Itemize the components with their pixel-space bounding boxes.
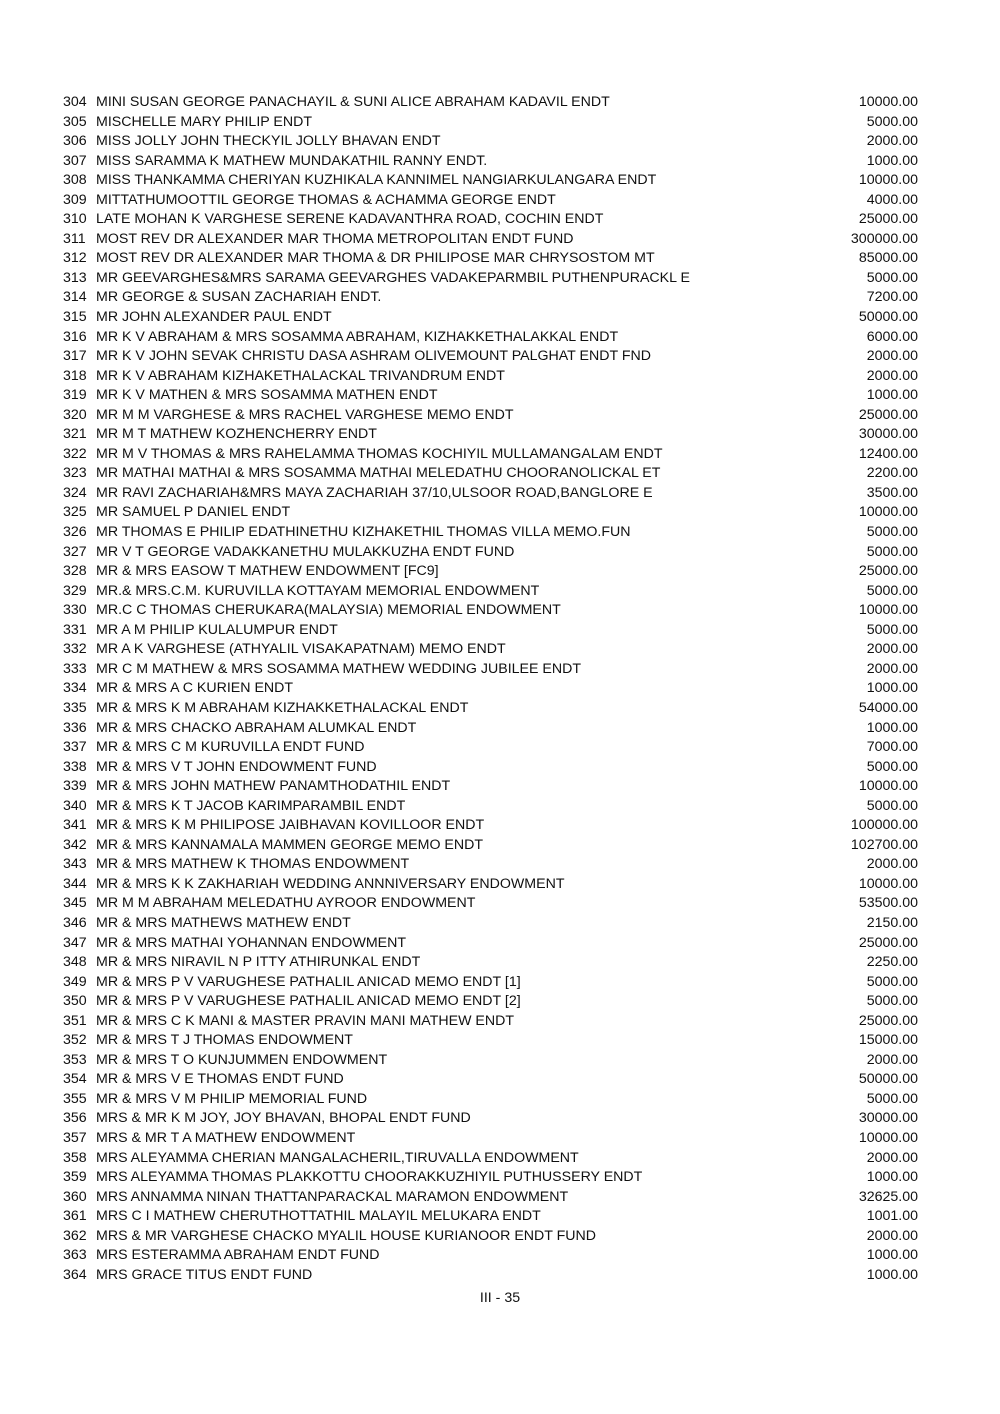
row-number: 314 (63, 289, 87, 306)
endowment-amount: 2000.00 (866, 660, 918, 677)
endowment-amount: 6000.00 (866, 328, 918, 345)
row-number: 322 (63, 445, 87, 462)
endowment-name: MR & MRS V M PHILIP MEMORIAL FUND (96, 1090, 368, 1107)
endowment-name: MR & MRS JOHN MATHEW PANAMTHODATHIL ENDT (96, 778, 451, 795)
endowment-name: MR & MRS KANNAMALA MAMMEN GEORGE MEMO ENDT (96, 836, 484, 853)
endowment-list (63, 93, 918, 1285)
endowment-name: MRS GRACE TITUS ENDT FUND (96, 1266, 313, 1283)
row-number: 341 (63, 817, 87, 834)
table-row (63, 543, 918, 563)
endowment-name: MR RAVI ZACHARIAH&MRS MAYA ZACHARIAH 37/10,ULSOOR ROAD,BANGLORE E (96, 484, 653, 501)
endowment-amount: 10000.00 (858, 778, 918, 795)
table-row (63, 1031, 918, 1051)
table-row (63, 1109, 918, 1129)
table-row (63, 406, 918, 426)
endowment-amount: 10000.00 (858, 172, 918, 189)
endowment-amount: 7000.00 (866, 739, 918, 756)
table-row (63, 621, 918, 641)
endowment-amount: 25000.00 (858, 563, 918, 580)
endowment-name: MR K V JOHN SEVAK CHRISTU DASA ASHRAM OLIVEMOUNT PALGHAT ENDT FND (96, 348, 651, 365)
endowment-amount: 50000.00 (858, 1071, 918, 1088)
endowment-name: MOST REV DR ALEXANDER MAR THOMA & DR PHILIPOSE MAR CHRYSOSTOM MT (96, 250, 655, 267)
endowment-name: MR & MRS CHACKO ABRAHAM ALUMKAL ENDT (96, 719, 417, 736)
table-row (63, 1070, 918, 1090)
row-number: 337 (63, 739, 87, 756)
row-number: 305 (63, 113, 87, 130)
row-number: 333 (63, 660, 87, 677)
endowment-amount: 2000.00 (866, 856, 918, 873)
table-row (63, 1207, 918, 1227)
row-number: 323 (63, 465, 87, 482)
row-number: 307 (63, 152, 87, 169)
endowment-amount: 5000.00 (866, 973, 918, 990)
endowment-amount: 15000.00 (858, 1032, 918, 1049)
table-row (63, 992, 918, 1012)
endowment-amount: 5000.00 (866, 621, 918, 638)
endowment-name: MR & MRS V E THOMAS ENDT FUND (96, 1071, 344, 1088)
endowment-amount: 2000.00 (866, 133, 918, 150)
table-row (63, 1168, 918, 1188)
row-number: 352 (63, 1032, 87, 1049)
row-number: 336 (63, 719, 87, 736)
table-row (63, 699, 918, 719)
endowment-name: MR.& MRS.C.M. KURUVILLA KOTTAYAM MEMORIAL ENDOWMENT (96, 582, 540, 599)
row-number: 342 (63, 836, 87, 853)
endowment-name: MR & MRS C K MANI & MASTER PRAVIN MANI MATHEW ENDT (96, 1012, 515, 1029)
endowment-name: MR M M ABRAHAM MELEDATHU AYROOR ENDOWMENT (96, 895, 476, 912)
row-number: 330 (63, 602, 87, 619)
row-number: 345 (63, 895, 87, 912)
endowment-name: MR K V ABRAHAM KIZHAKETHALACKAL TRIVANDRUM ENDT (96, 367, 505, 384)
endowment-name: MRS ESTERAMMA ABRAHAM ENDT FUND (96, 1247, 380, 1264)
endowment-name: MR & MRS MATHAI YOHANNAN ENDOWMENT (96, 934, 407, 951)
table-row (63, 308, 918, 328)
table-row (63, 464, 918, 484)
endowment-name: MR & MRS NIRAVIL N P ITTY ATHIRUNKAL ENDT (96, 954, 421, 971)
endowment-name: MR THOMAS E PHILIP EDATHINETHU KIZHAKETHIL THOMAS VILLA MEMO.FUN (96, 524, 631, 541)
page-number: III - 35 (479, 1290, 521, 1306)
row-number: 313 (63, 269, 87, 286)
row-number: 334 (63, 680, 87, 697)
row-number: 332 (63, 641, 87, 658)
table-row (63, 191, 918, 211)
table-row (63, 582, 918, 602)
table-row (63, 973, 918, 993)
table-row (63, 934, 918, 954)
endowment-amount: 12400.00 (858, 445, 918, 462)
table-row (63, 836, 918, 856)
endowment-name: MISS THANKAMMA CHERIYAN KUZHIKALA KANNIMEL NANGIARKULANGARA ENDT (96, 172, 657, 189)
row-number: 364 (63, 1266, 87, 1283)
endowment-amount: 1001.00 (866, 1208, 918, 1225)
table-row (63, 816, 918, 836)
table-row (63, 679, 918, 699)
endowment-name: MR & MRS T J THOMAS ENDOWMENT (96, 1032, 353, 1049)
endowment-name: MR & MRS K M PHILIPOSE JAIBHAVAN KOVILLOOR ENDT (96, 817, 485, 834)
table-row (63, 269, 918, 289)
endowment-name: MR & MRS K K ZAKHARIAH WEDDING ANNNIVERSARY ENDOWMENT (96, 875, 565, 892)
row-number: 331 (63, 621, 87, 638)
row-number: 325 (63, 504, 87, 521)
endowment-amount: 30000.00 (858, 1110, 918, 1127)
table-row (63, 93, 918, 113)
table-row (63, 719, 918, 739)
endowment-name: MISCHELLE MARY PHILIP ENDT (96, 113, 313, 130)
row-number: 357 (63, 1129, 87, 1146)
endowment-amount: 5000.00 (866, 993, 918, 1010)
endowment-name: MR & MRS C M KURUVILLA ENDT FUND (96, 739, 365, 756)
endowment-name: MINI SUSAN GEORGE PANACHAYIL & SUNI ALICE ABRAHAM KADAVIL ENDT (96, 94, 610, 110)
endowment-name: MR & MRS P V VARUGHESE PATHALIL ANICAD MEMO ENDT [2] (96, 993, 521, 1010)
endowment-name: MRS & MR VARGHESE CHACKO MYALIL HOUSE KURIANOOR ENDT FUND (96, 1227, 597, 1244)
row-number: 355 (63, 1090, 87, 1107)
endowment-name: MR & MRS K T JACOB KARIMPARAMBIL ENDT (96, 797, 406, 814)
table-row (63, 230, 918, 250)
endowment-name: MR SAMUEL P DANIEL ENDT (96, 504, 291, 521)
table-row (63, 210, 918, 230)
endowment-amount: 2000.00 (866, 641, 918, 658)
table-row (63, 347, 918, 367)
endowment-amount: 25000.00 (858, 1012, 918, 1029)
endowment-name: MR M M VARGHESE & MRS RACHEL VARGHESE MEMO ENDT (96, 406, 514, 423)
endowment-amount: 5000.00 (866, 1090, 918, 1107)
endowment-name: MISS JOLLY JOHN THECKYIL JOLLY BHAVAN ENDT (96, 133, 441, 150)
table-row (63, 113, 918, 133)
endowment-amount: 25000.00 (858, 934, 918, 951)
row-number: 319 (63, 387, 87, 404)
endowment-amount: 2000.00 (866, 1149, 918, 1166)
table-row (63, 1227, 918, 1247)
row-number: 312 (63, 250, 87, 267)
endowment-name: MRS ALEYAMMA CHERIAN MANGALACHERIL,TIRUVALLA ENDOWMENT (96, 1149, 579, 1166)
row-number: 304 (63, 94, 87, 110)
endowment-amount: 102700.00 (850, 836, 918, 853)
endowment-amount: 5000.00 (866, 113, 918, 130)
endowment-amount: 5000.00 (866, 758, 918, 775)
row-number: 324 (63, 484, 87, 501)
endowment-name: MR & MRS MATHEWS MATHEW ENDT (96, 914, 351, 931)
row-number: 343 (63, 856, 87, 873)
endowment-amount: 10000.00 (858, 875, 918, 892)
table-row (63, 328, 918, 348)
row-number: 362 (63, 1227, 87, 1244)
endowment-amount: 5000.00 (866, 269, 918, 286)
row-number: 356 (63, 1110, 87, 1127)
endowment-name: MRS ANNAMMA NINAN THATTANPARACKAL MARAMON ENDOWMENT (96, 1188, 569, 1205)
table-row (63, 1188, 918, 1208)
endowment-amount: 2000.00 (866, 1051, 918, 1068)
row-number: 311 (63, 230, 86, 247)
endowment-amount: 32625.00 (858, 1188, 918, 1205)
endowment-amount: 5000.00 (866, 524, 918, 541)
table-row (63, 562, 918, 582)
endowment-amount: 1000.00 (866, 1169, 918, 1186)
row-number: 318 (63, 367, 87, 384)
table-row (63, 288, 918, 308)
row-number: 340 (63, 797, 87, 814)
row-number: 351 (63, 1012, 87, 1029)
endowment-amount: 10000.00 (858, 1129, 918, 1146)
endowment-amount: 2000.00 (866, 348, 918, 365)
table-row (63, 171, 918, 191)
endowment-amount: 2150.00 (866, 914, 918, 931)
endowment-amount: 4000.00 (866, 191, 918, 208)
endowment-amount: 25000.00 (858, 211, 918, 228)
table-row (63, 797, 918, 817)
endowment-name: MISS SARAMMA K MATHEW MUNDAKATHIL RANNY ENDT. (96, 152, 488, 169)
endowment-amount: 1000.00 (866, 680, 918, 697)
endowment-amount: 5000.00 (866, 797, 918, 814)
table-row (63, 132, 918, 152)
table-row (63, 601, 918, 621)
row-number: 315 (63, 309, 87, 326)
endowment-name: MR GEORGE & SUSAN ZACHARIAH ENDT. (96, 289, 382, 306)
endowment-amount: 2000.00 (866, 1227, 918, 1244)
endowment-amount: 10000.00 (858, 602, 918, 619)
table-row (63, 894, 918, 914)
row-number: 316 (63, 328, 87, 345)
endowment-name: MR & MRS T O KUNJUMMEN ENDOWMENT (96, 1051, 388, 1068)
table-row (63, 386, 918, 406)
endowment-name: MR MATHAI MATHAI & MRS SOSAMMA MATHAI MELEDATHU CHOORANOLICKAL ET (96, 465, 661, 482)
endowment-amount: 3500.00 (866, 484, 918, 501)
endowment-amount: 85000.00 (858, 250, 918, 267)
table-row (63, 855, 918, 875)
endowment-name: MRS & MR K M JOY, JOY BHAVAN, BHOPAL ENDT FUND (96, 1110, 471, 1127)
row-number: 321 (63, 426, 87, 443)
endowment-name: MRS C I MATHEW CHERUTHOTTATHIL MALAYIL MELUKARA ENDT (96, 1208, 541, 1225)
row-number: 328 (63, 563, 87, 580)
endowment-amount: 30000.00 (858, 426, 918, 443)
row-number: 320 (63, 406, 87, 423)
endowment-amount: 50000.00 (858, 309, 918, 326)
endowment-name: MR C M MATHEW & MRS SOSAMMA MATHEW WEDDING JUBILEE ENDT (96, 660, 582, 677)
endowment-name: MR & MRS P V VARUGHESE PATHALIL ANICAD MEMO ENDT [1] (96, 973, 521, 990)
table-row (63, 1266, 918, 1286)
table-row (63, 640, 918, 660)
table-row (63, 1129, 918, 1149)
endowment-amount: 1000.00 (866, 719, 918, 736)
row-number: 349 (63, 973, 87, 990)
row-number: 335 (63, 699, 87, 716)
row-number: 361 (63, 1208, 87, 1225)
endowment-amount: 2250.00 (866, 954, 918, 971)
endowment-amount: 7200.00 (866, 289, 918, 306)
table-row (63, 875, 918, 895)
table-row (63, 1051, 918, 1071)
row-number: 338 (63, 758, 87, 775)
endowment-name: MR A M PHILIP KULALUMPUR ENDT (96, 621, 338, 638)
endowment-name: MR & MRS MATHEW K THOMAS ENDOWMENT (96, 856, 410, 873)
endowment-name: MR GEEVARGHES&MRS SARAMA GEEVARGHES VADAKEPARMBIL PUTHENPURACKL E (96, 269, 690, 286)
endowment-amount: 2000.00 (866, 367, 918, 384)
table-row (63, 249, 918, 269)
endowment-amount: 300000.00 (850, 230, 918, 247)
endowment-name: MRS ALEYAMMA THOMAS PLAKKOTTU CHOORAKKUZHIYIL PUTHUSSERY ENDT (96, 1169, 643, 1186)
endowment-name: MRS & MR T A MATHEW ENDOWMENT (96, 1129, 356, 1146)
endowment-amount: 10000.00 (858, 94, 918, 110)
table-row (63, 523, 918, 543)
table-row (63, 484, 918, 504)
endowment-amount: 1000.00 (866, 1247, 918, 1264)
endowment-name: MR & MRS V T JOHN ENDOWMENT FUND (96, 758, 377, 775)
row-number: 329 (63, 582, 87, 599)
table-row (63, 503, 918, 523)
table-row (63, 425, 918, 445)
table-row (63, 777, 918, 797)
table-row (63, 738, 918, 758)
endowment-name: MR.C C THOMAS CHERUKARA(MALAYSIA) MEMORIAL ENDOWMENT (96, 602, 561, 619)
row-number: 309 (63, 191, 87, 208)
table-row (63, 1246, 918, 1266)
endowment-amount: 5000.00 (866, 582, 918, 599)
table-row (63, 445, 918, 465)
row-number: 344 (63, 875, 87, 892)
endowment-amount: 54000.00 (858, 699, 918, 716)
row-number: 353 (63, 1051, 87, 1068)
endowment-amount: 10000.00 (858, 504, 918, 521)
row-number: 310 (63, 211, 87, 228)
endowment-amount: 25000.00 (858, 406, 918, 423)
row-number: 327 (63, 543, 87, 560)
table-row (63, 152, 918, 172)
table-row (63, 914, 918, 934)
row-number: 358 (63, 1149, 87, 1166)
row-number: 348 (63, 954, 87, 971)
row-number: 339 (63, 778, 87, 795)
table-row (63, 953, 918, 973)
endowment-name: MR & MRS K M ABRAHAM KIZHAKKETHALACKAL ENDT (96, 699, 469, 716)
table-row (63, 1012, 918, 1032)
endowment-amount: 1000.00 (866, 1266, 918, 1283)
endowment-name: MR A K VARGHESE (ATHYALIL VISAKAPATNAM) MEMO ENDT (96, 641, 506, 658)
row-number: 359 (63, 1169, 87, 1186)
endowment-amount: 53500.00 (858, 895, 918, 912)
row-number: 317 (63, 348, 87, 365)
endowment-name: MR K V MATHEN & MRS SOSAMMA MATHEN ENDT (96, 387, 438, 404)
row-number: 326 (63, 524, 87, 541)
row-number: 354 (63, 1071, 87, 1088)
row-number: 346 (63, 914, 87, 931)
endowment-name: MR JOHN ALEXANDER PAUL ENDT (96, 309, 332, 326)
endowment-name: LATE MOHAN K VARGHESE SERENE KADAVANTHRA ROAD, COCHIN ENDT (96, 211, 604, 228)
row-number: 308 (63, 172, 87, 189)
row-number: 360 (63, 1188, 87, 1205)
endowment-name: MR M V THOMAS & MRS RAHELAMMA THOMAS KOCHIYIL MULLAMANGALAM ENDT (96, 445, 663, 462)
endowment-amount: 5000.00 (866, 543, 918, 560)
endowment-amount: 1000.00 (866, 387, 918, 404)
row-number: 347 (63, 934, 87, 951)
row-number: 306 (63, 133, 87, 150)
table-row (63, 1149, 918, 1169)
endowment-name: MR & MRS A C KURIEN ENDT (96, 680, 294, 697)
endowment-name: MOST REV DR ALEXANDER MAR THOMA METROPOLITAN ENDT FUND (96, 230, 574, 247)
row-number: 363 (63, 1247, 87, 1264)
table-row (63, 1090, 918, 1110)
table-row (63, 367, 918, 387)
endowment-name: MR & MRS EASOW T MATHEW ENDOWMENT [FC9] (96, 563, 439, 580)
endowment-name: MR V T GEORGE VADAKKANETHU MULAKKUZHA ENDT FUND (96, 543, 515, 560)
table-row (63, 660, 918, 680)
endowment-name: MR K V ABRAHAM & MRS SOSAMMA ABRAHAM, KIZHAKKETHALAKKAL ENDT (96, 328, 619, 345)
endowment-amount: 100000.00 (850, 817, 918, 834)
endowment-name: MITTATHUMOOTTIL GEORGE THOMAS & ACHAMMA GEORGE ENDT (96, 191, 556, 208)
endowment-amount: 2200.00 (866, 465, 918, 482)
endowment-amount: 1000.00 (866, 152, 918, 169)
table-row (63, 758, 918, 778)
endowment-name: MR M T MATHEW KOZHENCHERRY ENDT (96, 426, 377, 443)
row-number: 350 (63, 993, 87, 1010)
